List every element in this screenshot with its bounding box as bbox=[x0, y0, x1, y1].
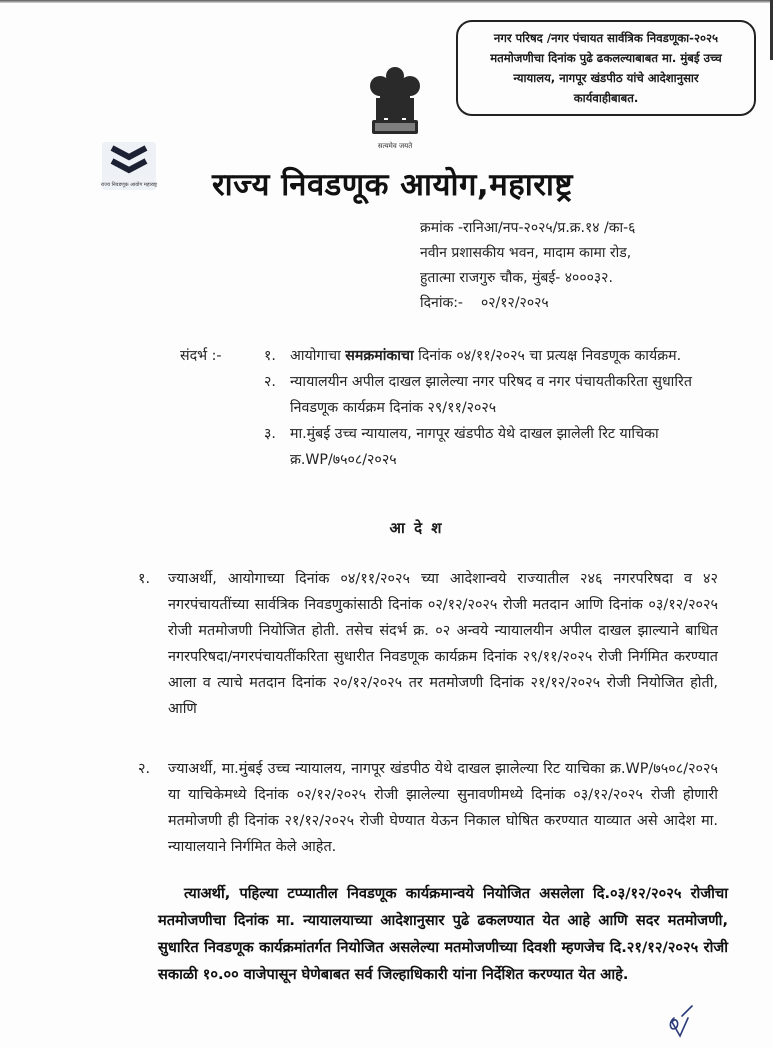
order-paragraph bbox=[138, 756, 718, 860]
subject-line: मतमोजणीचा दिनांक पुढे ढकलल्याबाबत मा. मुंबई उच्च bbox=[490, 51, 722, 65]
organization-title: राज्य निवडणूक आयोग,महाराष्ट्र bbox=[212, 167, 574, 203]
paragraph-number: १. bbox=[138, 571, 151, 587]
reference-text: न्यायालयीन अपील दाखल झालेल्या नगर परिषद व नगर पंचायतीकरिता सुधारित निवडणूक कार्यक्रम दिनांक २९/११/२०२५ bbox=[290, 374, 692, 416]
operative-paragraph: त्याअर्थी, पहिल्या टप्प्यातील निवडणूक कार्यक्रमान्वये नियोजित असलेला दि.०३/१२/२०२५ रोजीचा मतमोजणीचा दिनांक मा. न्यायालयाच्या आदेशानुसार पुढे ढकलण्यात येत आहे आणि सदर मतमोजणी, सुधारित निवडणूक कार्यक्रमांतर्गत नियोजित असलेल्या मतमोजणीच्या दिवशी म्हणजेच दि.२१/१२/२०२५ रोजी सकाळी १०.०० वाजेपासून घेणेबाबत सर्व जिल्हाधिकारी यांना निर्देशित करण्यात येत आहे. bbox=[158, 885, 728, 983]
reference-text-post: दिनांक ०४/११/२०२५ चा प्रत्यक्ष निवडणूक कार्यक्रम. bbox=[413, 348, 682, 364]
reference-text bbox=[290, 343, 700, 369]
reference-number: ३. bbox=[264, 426, 276, 442]
reference-item bbox=[180, 343, 700, 369]
issue-date bbox=[420, 291, 635, 316]
references-label: संदर्भ :- bbox=[180, 348, 222, 364]
indent bbox=[180, 421, 264, 473]
subject-line: नगर परिषद /नगर पंचायत सार्वत्रिक निवडणूका-२०२५ bbox=[493, 31, 719, 45]
references-section bbox=[180, 343, 700, 473]
date-label: दिनांक:- bbox=[420, 295, 463, 311]
address-block bbox=[420, 216, 635, 316]
reference-number: १. bbox=[264, 348, 276, 364]
address-line: हुतात्मा राजगुरु चौक, मुंबई- ४०००३२. bbox=[420, 270, 613, 286]
emblem-caption: सत्यमेव जयते bbox=[377, 142, 413, 150]
sec-logo-caption: राज्य निवडणूक आयोग महाराष्ट्र bbox=[100, 182, 158, 188]
reference-text-pre: आयोगाचा bbox=[290, 348, 346, 364]
subject-line: न्यायालय, नागपूर खंडपीठ यांचे आदेशानुसार bbox=[513, 71, 699, 85]
reference-text-bold: समक्रमांकाचा bbox=[345, 348, 414, 364]
reference-item bbox=[180, 421, 700, 473]
sec-chevron-logo-icon bbox=[102, 142, 156, 182]
date-value: ०२/१२/२०२५ bbox=[480, 295, 549, 311]
national-emblem-icon bbox=[366, 62, 424, 152]
signature-icon bbox=[662, 1002, 702, 1042]
order-heading: आ दे श bbox=[389, 519, 444, 537]
order-paragraph bbox=[138, 566, 718, 722]
subject-box bbox=[456, 20, 756, 116]
reference-number: २. bbox=[264, 374, 276, 390]
subject-line: कार्यवाहीबाबत. bbox=[573, 91, 639, 105]
reference-number: क्रमांक -रानिआ/नप-२०२५/प्र.क्र.१४ /का-६ bbox=[420, 220, 636, 236]
paragraph-text: ज्याअर्थी, मा.मुंबई उच्च न्यायालय, नागपूर खंडपीठ येथे दाखल झालेल्या रिट याचिका क्र.WP/७५०८/२०२५ या याचिकेमध्ये दिनांक ०२/१२/२०२५ रोजी झालेल्या सुनावणीमध्ये दिनांक ०३/१२/२०२५ रोजी होणारी मतमोजणी ही दिनांक २१/१२/२०२५ रोजी घेण्यात येऊन निकाल घोषित करण्यात याव्यात असे आदेश मा. न्यायालयाने निर्गमित केले आहेत. bbox=[168, 761, 718, 855]
reference-text: मा.मुंबई उच्च न्यायालय, नागपूर खंडपीठ येथे दाखल झालेली रिट याचिका क्र.WP/७५०८/२०२५ bbox=[290, 426, 659, 468]
indent bbox=[180, 369, 264, 421]
scan-edge-top bbox=[0, 0, 773, 3]
paragraph-number: २. bbox=[138, 761, 151, 777]
address-line: नवीन प्रशासकीय भवन, मादाम कामा रोड, bbox=[420, 245, 632, 261]
reference-item bbox=[180, 369, 700, 421]
paragraph-text: ज्याअर्थी, आयोगाच्या दिनांक ०४/११/२०२५ च्या आदेशान्वये राज्यातील २४६ नगरपरिषदा व ४२ नगरपंचायतींच्या सार्वत्रिक निवडणुकांसाठी दिनांक ०२/१२/२०२५ रोजी मतदान आणि दिनांक ०३/१२/२०२५ रोजी मतमोजणी नियोजित होती. तसेच संदर्भ क्र. ०२ अन्वये न्यायालयीन अपील दाखल झाल्याने बाधित नगरपरिषदा/नगरपंचायतींकरिता सुधारीत निवडणूक कार्यक्रम दिनांक २९/११/२०२५ रोजी निर्गमित करण्यात आला व त्याचे मतदान दिनांक २०/१२/२०२५ तर मतमोजणी दिनांक २१/१२/२०२५ रोजी नियोजित होती, आणि bbox=[168, 571, 718, 717]
